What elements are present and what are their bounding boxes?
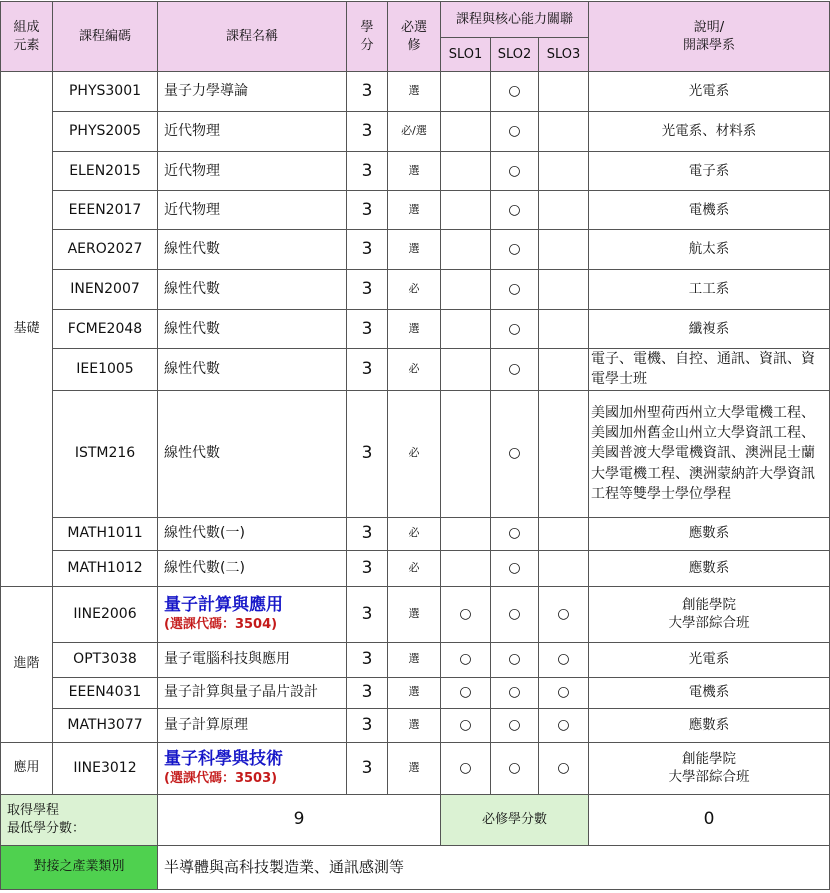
course-code: EEEN4031 — [53, 677, 158, 708]
course-credit: 3 — [347, 677, 388, 708]
slo3-mark — [539, 112, 589, 152]
slo3-mark — [539, 550, 589, 586]
slo3-mark — [539, 230, 589, 270]
slo1-mark — [441, 550, 491, 586]
min-credits-value: 9 — [158, 794, 441, 845]
table-row — [1, 550, 830, 586]
course-code: IEE1005 — [53, 349, 158, 391]
table-row — [1, 390, 830, 517]
course-required: 選 — [388, 642, 441, 677]
course-required: 選 — [388, 742, 441, 794]
course-code: IINE3012 — [53, 742, 158, 794]
course-name: 線性代數 — [158, 230, 347, 270]
course-code: MATH1011 — [53, 517, 158, 550]
course-name: 線性代數 — [158, 390, 347, 517]
slo2-mark: ○ — [491, 550, 539, 586]
summary-row — [1, 794, 830, 845]
course-required: 必/選 — [388, 112, 441, 152]
slo3-mark: ○ — [539, 708, 589, 742]
course-desc: 工工系 — [589, 270, 830, 310]
course-required: 選 — [388, 677, 441, 708]
slo2-mark: ○ — [491, 72, 539, 112]
course-name: 量子電腦科技與應用 — [158, 642, 347, 677]
table-row — [1, 72, 830, 112]
slo3-mark — [539, 390, 589, 517]
course-name: 量子計算與量子晶片設計 — [158, 677, 347, 708]
slo2-mark: ○ — [491, 349, 539, 391]
course-credit: 3 — [347, 390, 388, 517]
course-code: MATH3077 — [53, 708, 158, 742]
table-row — [1, 586, 830, 642]
course-credit: 3 — [347, 642, 388, 677]
slo2-mark: ○ — [491, 677, 539, 708]
slo2-mark: ○ — [491, 112, 539, 152]
course-desc: 光電系 — [589, 72, 830, 112]
slo1-mark — [441, 152, 491, 191]
header-slo3: SLO3 — [539, 38, 589, 72]
course-credit: 3 — [347, 742, 388, 794]
course-desc: 電機系 — [589, 677, 830, 708]
slo2-mark: ○ — [491, 390, 539, 517]
slo2-mark: ○ — [491, 191, 539, 230]
slo3-mark: ○ — [539, 677, 589, 708]
header-slo1: SLO1 — [441, 38, 491, 72]
course-credit: 3 — [347, 72, 388, 112]
header-component: 組成 元素 — [1, 2, 53, 72]
slo2-mark: ○ — [491, 230, 539, 270]
highlighted-course-name[interactable]: 量子計算與應用 — [164, 595, 283, 616]
min-credits-label: 取得學程 最低學分數： — [1, 794, 158, 845]
slo1-mark — [441, 517, 491, 550]
course-required: 選 — [388, 152, 441, 191]
course-code: AERO2027 — [53, 230, 158, 270]
course-desc: 應數系 — [589, 708, 830, 742]
header-credit: 學 分 — [347, 2, 388, 72]
select-code: (選課代碼：3504) — [164, 617, 278, 633]
course-code: IINE2006 — [53, 586, 158, 642]
course-name — [158, 586, 347, 642]
slo1-mark — [441, 270, 491, 310]
slo2-mark: ○ — [491, 517, 539, 550]
course-name: 線性代數 — [158, 349, 347, 391]
course-name: 線性代數(二) — [158, 550, 347, 586]
course-required: 必 — [388, 349, 441, 391]
slo1-mark: ○ — [441, 586, 491, 642]
slo1-mark — [441, 112, 491, 152]
table-row — [1, 708, 830, 742]
course-credit: 3 — [347, 517, 388, 550]
table-row — [1, 310, 830, 349]
course-desc: 電機系 — [589, 191, 830, 230]
slo1-mark — [441, 349, 491, 391]
course-code: ISTM216 — [53, 390, 158, 517]
header-required: 必選 修 — [388, 2, 441, 72]
program-course-table — [0, 1, 830, 890]
header-slo2: SLO2 — [491, 38, 539, 72]
course-desc: 美國加州聖荷西州立大學電機工程、美國加州舊金山州立大學資訊工程、美國普渡大學電機資訊、澳洲昆士蘭大學電機工程、澳洲蒙納許大學資訊工程等雙學士學位學程 — [589, 390, 830, 517]
slo3-mark — [539, 191, 589, 230]
course-desc: 應數系 — [589, 517, 830, 550]
course-desc: 電子、電機、自控、通訊、資訊、資電學士班 — [589, 349, 830, 391]
slo1-mark — [441, 191, 491, 230]
course-credit: 3 — [347, 708, 388, 742]
course-required: 選 — [388, 72, 441, 112]
slo1-mark — [441, 390, 491, 517]
header-row — [1, 2, 830, 38]
course-credit: 3 — [347, 349, 388, 391]
course-desc: 光電系、材料系 — [589, 112, 830, 152]
course-name: 量子計算原理 — [158, 708, 347, 742]
course-required: 選 — [388, 230, 441, 270]
course-name: 近代物理 — [158, 191, 347, 230]
group-label: 應用 — [1, 742, 53, 794]
slo3-mark: ○ — [539, 642, 589, 677]
course-required: 必 — [388, 390, 441, 517]
course-desc: 航太系 — [589, 230, 830, 270]
slo3-mark: ○ — [539, 742, 589, 794]
slo1-mark: ○ — [441, 642, 491, 677]
course-credit: 3 — [347, 270, 388, 310]
course-desc: 創能學院 大學部綜合班 — [589, 742, 830, 794]
course-required: 必 — [388, 270, 441, 310]
required-credits-label: 必修學分數 — [441, 794, 589, 845]
course-code: OPT3038 — [53, 642, 158, 677]
table-row — [1, 742, 830, 794]
course-required: 必 — [388, 517, 441, 550]
course-credit: 3 — [347, 112, 388, 152]
course-desc: 電子系 — [589, 152, 830, 191]
header-name: 課程名稱 — [158, 2, 347, 72]
slo2-mark: ○ — [491, 270, 539, 310]
slo1-mark — [441, 230, 491, 270]
course-desc: 光電系 — [589, 642, 830, 677]
course-required: 選 — [388, 191, 441, 230]
course-required: 選 — [388, 708, 441, 742]
course-code: INEN2007 — [53, 270, 158, 310]
table-row — [1, 517, 830, 550]
course-name: 線性代數(一) — [158, 517, 347, 550]
course-credit: 3 — [347, 191, 388, 230]
slo3-mark — [539, 270, 589, 310]
course-required: 選 — [388, 310, 441, 349]
course-name — [158, 742, 347, 794]
slo2-mark: ○ — [491, 310, 539, 349]
slo1-mark: ○ — [441, 708, 491, 742]
industry-value: 半導體與高科技製造業、通訊感測等 — [158, 845, 830, 889]
course-credit: 3 — [347, 230, 388, 270]
industry-row — [1, 845, 830, 889]
slo2-mark: ○ — [491, 642, 539, 677]
course-name: 近代物理 — [158, 152, 347, 191]
table-row — [1, 191, 830, 230]
table-row — [1, 349, 830, 391]
course-desc: 纖複系 — [589, 310, 830, 349]
course-code: EEEN2017 — [53, 191, 158, 230]
course-credit: 3 — [347, 152, 388, 191]
table-row — [1, 677, 830, 708]
header-slo-group: 課程與核心能力關聯 — [441, 2, 589, 38]
industry-label: 對接之產業類別 — [1, 845, 158, 889]
slo1-mark: ○ — [441, 677, 491, 708]
group-label: 基礎 — [1, 72, 53, 587]
course-code: MATH1012 — [53, 550, 158, 586]
slo3-mark — [539, 349, 589, 391]
slo1-mark — [441, 310, 491, 349]
course-credit: 3 — [347, 550, 388, 586]
required-credits-value: 0 — [589, 794, 830, 845]
course-desc: 創能學院 大學部綜合班 — [589, 586, 830, 642]
slo2-mark: ○ — [491, 708, 539, 742]
course-credit: 3 — [347, 586, 388, 642]
course-code: PHYS2005 — [53, 112, 158, 152]
slo3-mark — [539, 310, 589, 349]
course-code: PHYS3001 — [53, 72, 158, 112]
slo3-mark — [539, 72, 589, 112]
slo2-mark: ○ — [491, 742, 539, 794]
highlighted-course-name[interactable]: 量子科學與技術 — [164, 749, 283, 770]
course-credit: 3 — [347, 310, 388, 349]
table-row — [1, 642, 830, 677]
course-name: 線性代數 — [158, 270, 347, 310]
course-code: FCME2048 — [53, 310, 158, 349]
slo3-mark — [539, 152, 589, 191]
select-code: (選課代碼：3503) — [164, 771, 278, 787]
course-required: 選 — [388, 586, 441, 642]
course-name: 近代物理 — [158, 112, 347, 152]
slo2-mark: ○ — [491, 586, 539, 642]
table-row — [1, 152, 830, 191]
course-name: 線性代數 — [158, 310, 347, 349]
header-desc: 說明/ 開課學系 — [589, 2, 830, 72]
group-label: 進階 — [1, 586, 53, 742]
header-code: 課程編碼 — [53, 2, 158, 72]
table-row — [1, 230, 830, 270]
table-row — [1, 270, 830, 310]
course-code: ELEN2015 — [53, 152, 158, 191]
course-name: 量子力學導論 — [158, 72, 347, 112]
course-required: 必 — [388, 550, 441, 586]
slo3-mark: ○ — [539, 586, 589, 642]
slo2-mark: ○ — [491, 152, 539, 191]
slo3-mark — [539, 517, 589, 550]
slo1-mark: ○ — [441, 742, 491, 794]
table-row — [1, 112, 830, 152]
course-desc: 應數系 — [589, 550, 830, 586]
slo1-mark — [441, 72, 491, 112]
